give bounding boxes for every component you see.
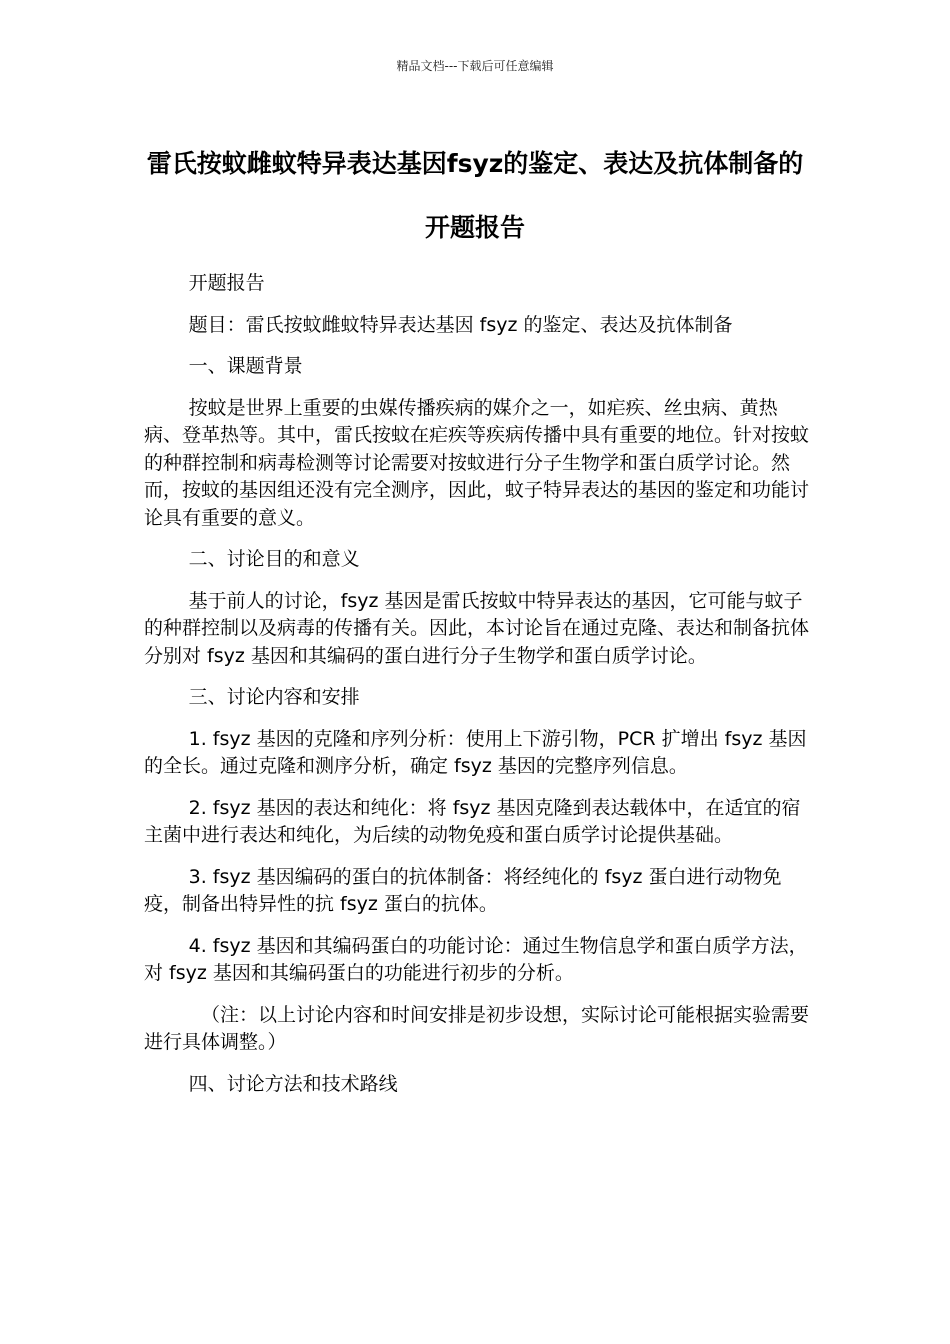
document-body bbox=[144, 270, 814, 1112]
list-item: 2. fsyz 基因的表达和纯化：将 fsyz 基因克隆到表达载体中，在适宜的宿主菌中进行表达和纯化，为后续的动物免疫和蛋白质学讨论提供基础。 bbox=[144, 796, 801, 846]
list-item: 1. fsyz 基因的克隆和序列分析：使用上下游引物，PCR 扩增出 fsyz 基因的全长。通过克隆和测序分析，确定 fsyz 基因的完整序列信息。 bbox=[144, 727, 807, 777]
paragraph-background: 按蚊是世界上重要的虫媒传播疾病的媒介之一，如疟疾、丝虫病、黄热病、登革热等。其中，雷氏按蚊在疟疾等疾病传播中具有重要的地位。针对按蚊的种群控制和病毒检测等讨论需要对按蚊进行分子生物学和蛋白质学讨论。然而，按蚊的基因组还没有完全测序，因此，蚊子特异表达的基因的鉴定和功能讨论具有重要的意义。 bbox=[144, 396, 810, 529]
list-item: 4. fsyz 基因和其编码蛋白的功能讨论：通过生物信息学和蛋白质学方法，对 fsyz 基因和其编码蛋白的功能进行初步的分析。 bbox=[144, 934, 808, 984]
paragraph-report-label: 开题报告 bbox=[188, 272, 265, 294]
section-heading-purpose: 二、讨论目的和意义 bbox=[188, 548, 360, 570]
section-heading-methods: 四、讨论方法和技术路线 bbox=[188, 1072, 398, 1095]
paragraph-topic: 题目：雷氏按蚊雌蚊特异表达基因 fsyz 的鉴定、表达及抗体制备 bbox=[188, 313, 733, 336]
list-item: 3. fsyz 基因编码的蛋白的抗体制备：将经纯化的 fsyz 蛋白进行动物免疫，制备出特异性的抗 fsyz 蛋白的抗体。 bbox=[144, 865, 782, 915]
document-title: 雷氏按蚊雌蚊特异表达基因fsyz的鉴定、表达及抗体制备的开题报告 bbox=[146, 149, 804, 242]
paragraph-note: （注：以上讨论内容和时间安排是初步设想，实际讨论可能根据实验需要进行具体调整。） bbox=[144, 1003, 810, 1053]
section-heading-background: 一、课题背景 bbox=[188, 355, 303, 377]
page-header: 精品文档---下载后可任意编辑 bbox=[396, 59, 554, 73]
section-heading-content: 三、讨论内容和安排 bbox=[188, 686, 360, 708]
paragraph-purpose: 基于前人的讨论，fsyz 基因是雷氏按蚊中特异表达的基因，它可能与蚊子的种群控制以及病毒的传播有关。因此，本讨论旨在通过克隆、表达和制备抗体分别对 fsyz 基因和其编码的蛋白进行分子生物学和蛋白质学讨论。 bbox=[144, 589, 810, 667]
